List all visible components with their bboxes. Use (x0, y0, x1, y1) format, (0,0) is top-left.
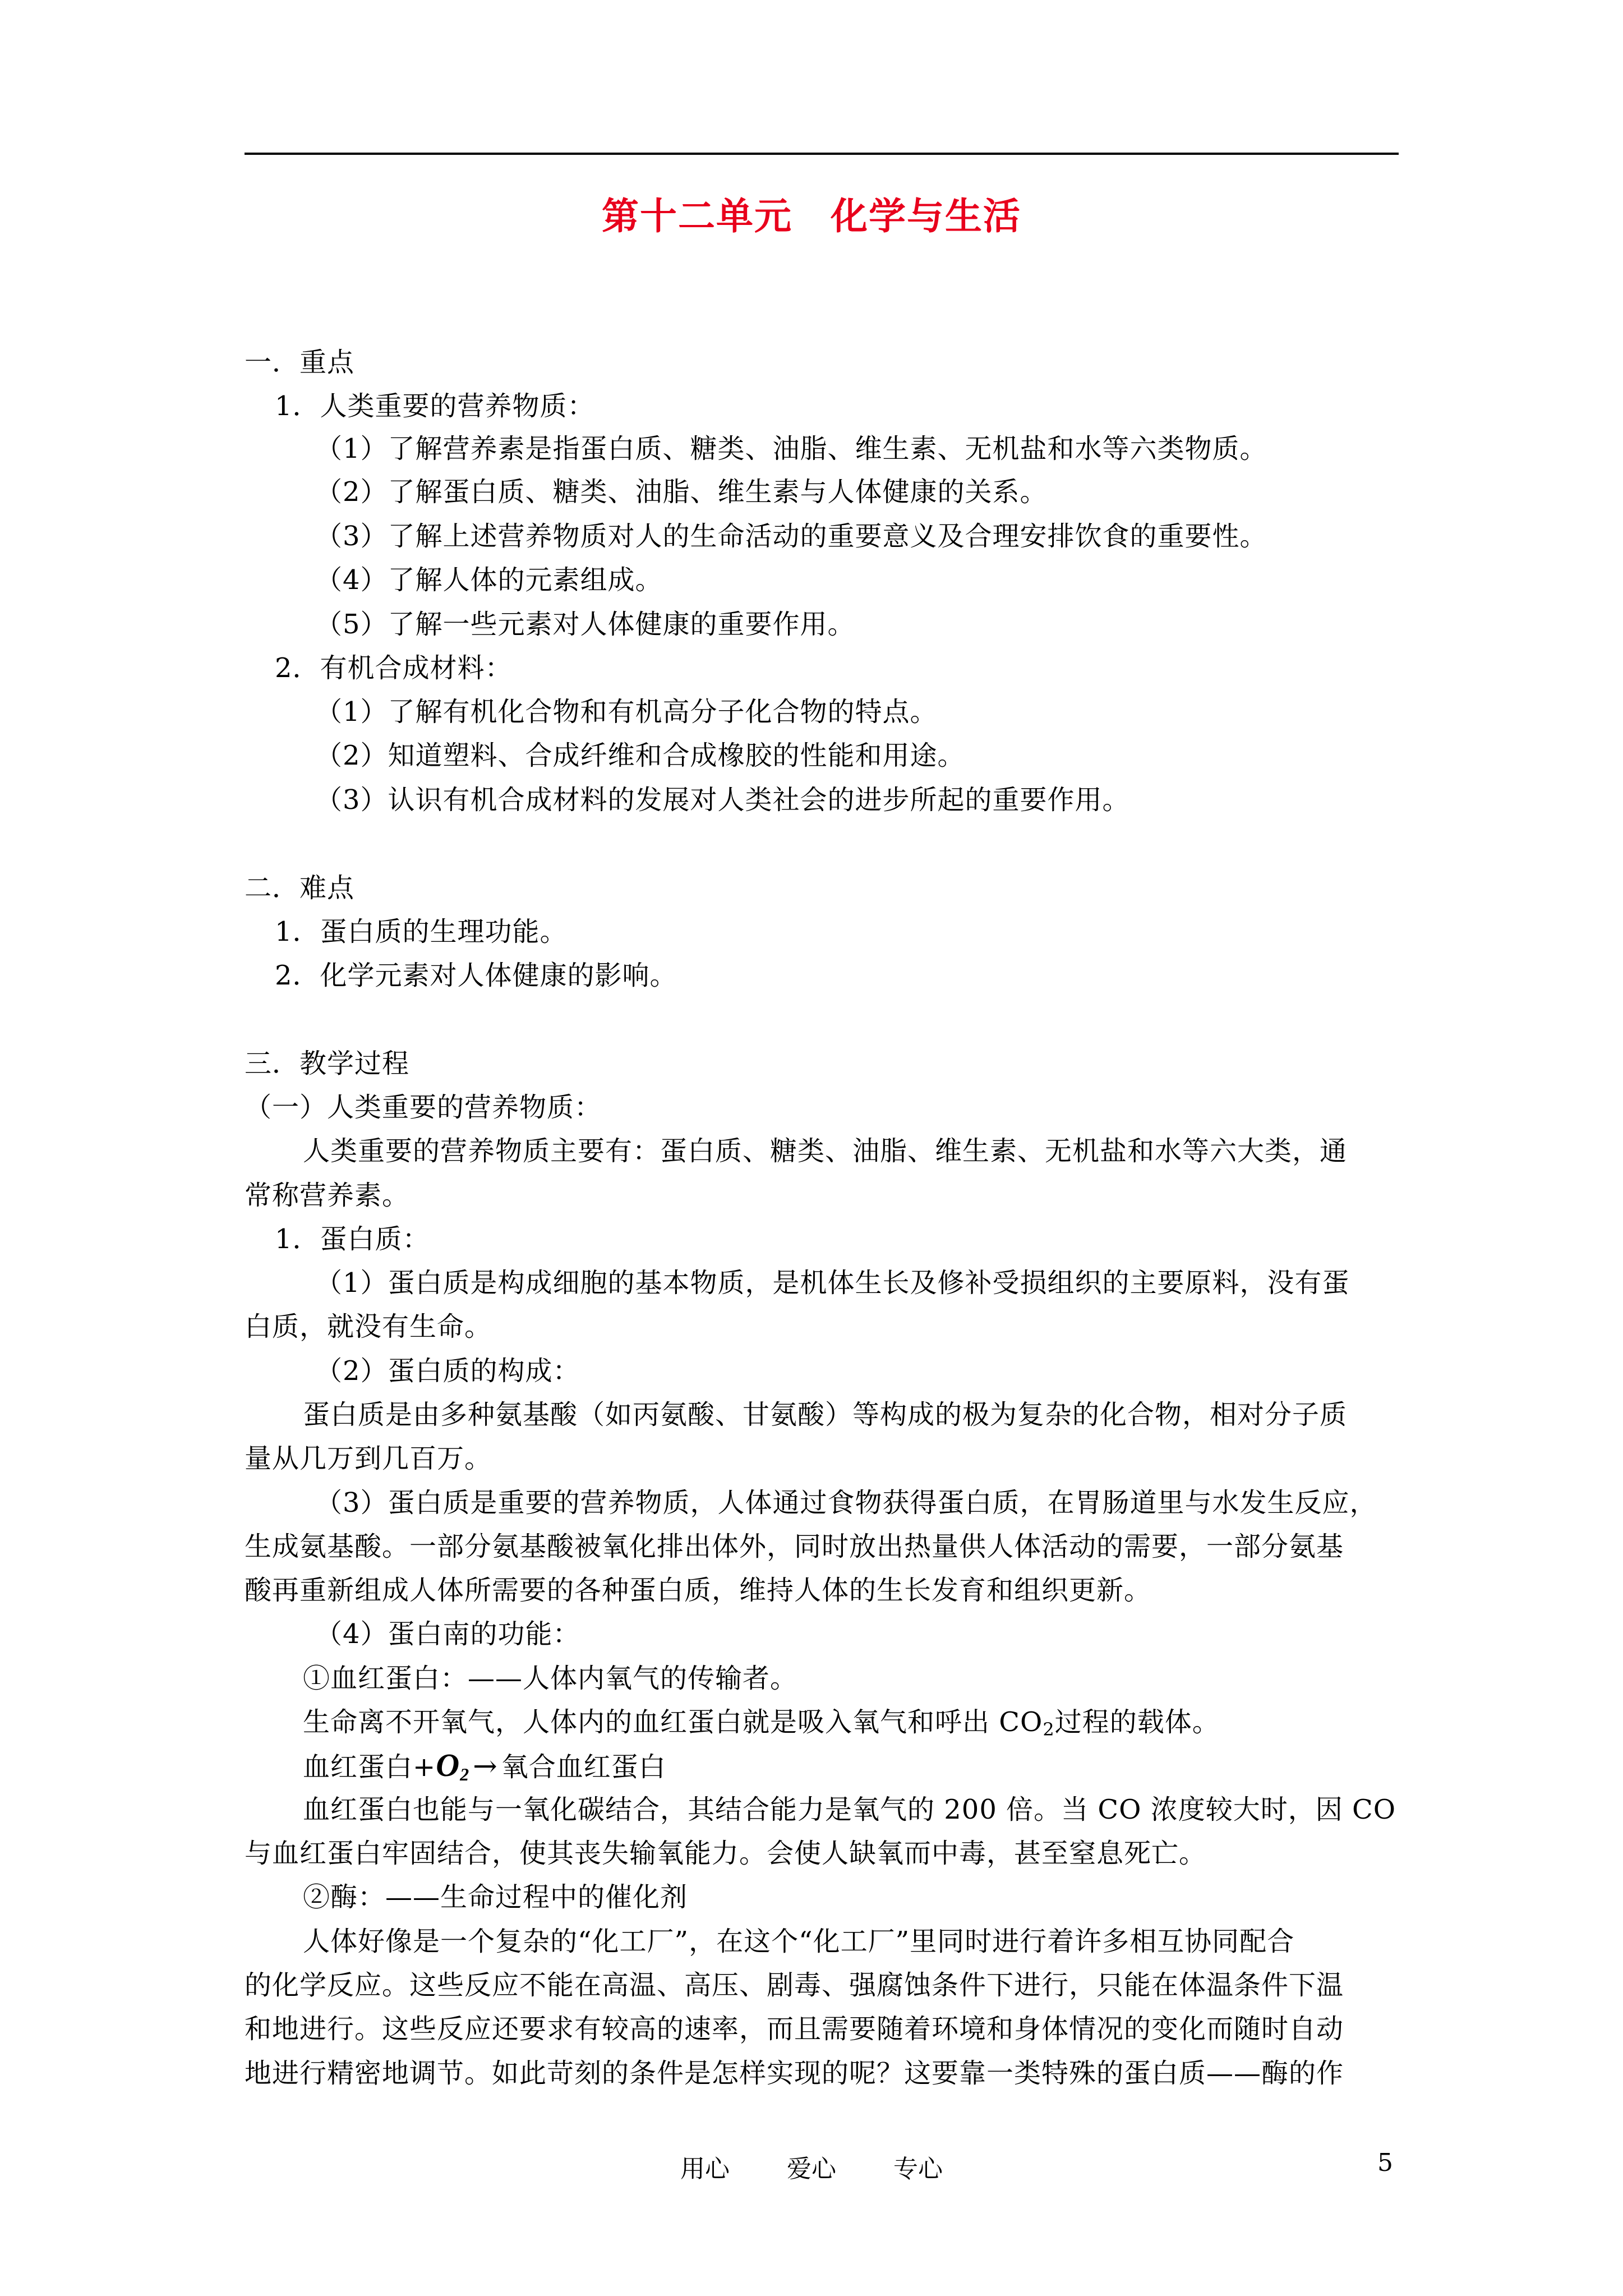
paragraph-line: 人体好像是一个复杂的“化工厂”，在这个“化工厂”里同时进行着许多相互协同配合 (303, 1926, 1295, 1957)
section-heading-teaching-process: 三．教学过程 (245, 1048, 410, 1079)
formula-o-symbol: O (436, 1747, 460, 1783)
paragraph-heading: ②酶：——生命过程中的催化剂 (303, 1881, 688, 1913)
paragraph-line: 量从几万到几百万。 (245, 1443, 492, 1474)
paragraph-line: 和地进行。这些反应还要求有较高的速率，而且需要随着环境和身体情况的变化而随时自动 (245, 2013, 1344, 2045)
list-item: 1．人类重要的营养物质： (275, 390, 595, 422)
paragraph-line: 蛋白质是由多种氨基酸（如丙氨酸、甘氨酸）等构成的极为复杂的化合物，相对分子质 (303, 1399, 1348, 1430)
paragraph-line (303, 1706, 1220, 1740)
paragraph-line: 地进行精密地调节。如此苛刻的条件是怎样实现的呢？这要靠一类特殊的蛋白质——酶的作 (245, 2058, 1344, 2089)
section-heading-key-points: 一．重点 (245, 347, 355, 378)
paragraph-line: 血红蛋白也能与一氧化碳结合，其结合能力是氧气的 200 倍。当 CO 浓度较大时，因 CO (303, 1794, 1396, 1825)
paragraph-line: （1）蛋白质是构成细胞的基本物质，是机体生长及修补受损组织的主要原料，没有蛋 (315, 1267, 1350, 1299)
paragraph-line: 人类重要的营养物质主要有：蛋白质、糖类、油脂、维生素、无机盐和水等六大类，通 (303, 1135, 1348, 1167)
subsection-heading: （一）人类重要的营养物质： (245, 1092, 602, 1123)
list-item: 2．化学元素对人体健康的影响。 (275, 960, 677, 991)
section-heading-difficulties: 二．难点 (245, 872, 355, 904)
footer-word: 爱心 (787, 2155, 836, 2183)
page-title: 第十二单元 化学与生活 (602, 194, 1021, 238)
paragraph-line: 白质，就没有生命。 (245, 1311, 492, 1342)
paragraph-line: 常称营养素。 (245, 1180, 410, 1211)
list-item: （2）知道塑料、合成纤维和合成橡胶的性能和用途。 (315, 740, 965, 771)
header-rule (245, 153, 1399, 155)
footer-word: 用心 (680, 2155, 730, 2183)
paragraph-line: （3）蛋白质是重要的营养物质，人体通过食物获得蛋白质，在胃肠道里与水发生反应， (315, 1487, 1377, 1519)
paragraph-heading: ①血红蛋白：——人体内氧气的传输者。 (303, 1663, 798, 1694)
footer-word: 专心 (893, 2155, 943, 2183)
list-item: 2．有机合成材料： (275, 652, 513, 684)
paragraph-line: 生成氨基酸。一部分氨基酸被氧化排出体外，同时放出热量供人体活动的需要，一部分氨基 (245, 1531, 1344, 1562)
paragraph-line: 酸再重新组成人体所需要的各种蛋白质，维持人体的生长发育和组织更新。 (245, 1575, 1152, 1606)
list-item: （4）了解人体的元素组成。 (315, 564, 663, 596)
text-span: 生命离不开氧气，人体内的血红蛋白就是吸入氧气和呼出 CO (303, 1706, 1043, 1738)
formula-oxygen (436, 1749, 469, 1783)
subscript: 2 (1043, 1719, 1055, 1740)
list-item: 1．蛋白质的生理功能。 (275, 916, 568, 947)
page-number: 5 (1377, 2148, 1393, 2177)
list-item: （2）蛋白质的构成： (315, 1355, 580, 1387)
list-item: （1）了解营养素是指蛋白质、糖类、油脂、维生素、无机盐和水等六类物质。 (315, 433, 1267, 464)
paragraph-line: 与血红蛋白牢固结合，使其丧失输氧能力。会使人缺氧而中毒，甚至窒息死亡。 (245, 1838, 1207, 1869)
formula-right: 氧合血红蛋白 (501, 1751, 666, 1783)
text-span: 过程的载体。 (1054, 1706, 1220, 1738)
list-item: （3）认识有机合成材料的发展对人类社会的进步所起的重要作用。 (315, 784, 1130, 816)
paragraph-line: 的化学反应。这些反应不能在高温、高压、剧毒、强腐蚀条件下进行，只能在体温条件下温 (245, 1970, 1344, 2001)
reaction-arrow-icon: → (473, 1750, 498, 1783)
list-item: （4）蛋白南的功能： (315, 1618, 580, 1650)
formula-left: 血红蛋白+ (303, 1751, 436, 1783)
list-item: （1）了解有机化合物和有机高分子化合物的特点。 (315, 696, 938, 728)
chemical-formula (303, 1749, 666, 1783)
list-item: （5）了解一些元素对人体健康的重要作用。 (315, 609, 855, 640)
list-item: （2）了解蛋白质、糖类、油脂、维生素与人体健康的关系。 (315, 476, 1048, 508)
list-item: 1．蛋白质： (275, 1223, 430, 1255)
list-item: （3）了解上述营养物质对人的生命活动的重要意义及合理安排饮食的重要性。 (315, 521, 1267, 552)
formula-subscript: 2 (460, 1764, 470, 1784)
